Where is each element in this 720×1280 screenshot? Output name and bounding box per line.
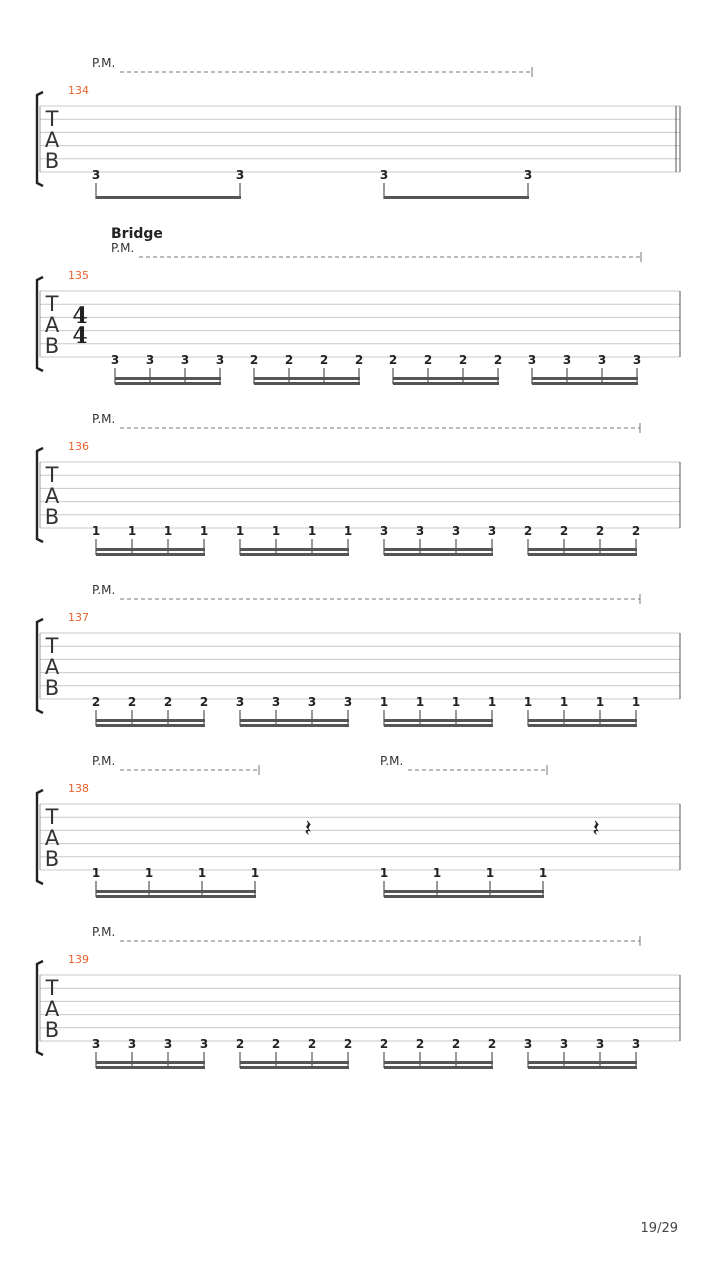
quarter-rest: 𝄽 (592, 814, 600, 842)
fret-number: 1 (144, 866, 154, 880)
fret-number: 3 (595, 1037, 605, 1051)
beam (96, 1066, 205, 1069)
tab-letter: T (45, 292, 59, 316)
section-label: Bridge (111, 226, 163, 242)
tab-letter: A (44, 313, 60, 337)
beam (384, 1061, 493, 1064)
tab-letter: A (44, 655, 60, 679)
fret-number: 3 (145, 353, 155, 367)
tab-letter: A (44, 484, 60, 508)
beam (532, 377, 638, 380)
fret-number: 1 (343, 524, 353, 538)
fret-number: 3 (110, 353, 120, 367)
palm-mute-label: P.M. (380, 754, 404, 768)
tab-letter: A (44, 997, 60, 1021)
fret-number: 3 (379, 524, 389, 538)
beam (240, 1061, 349, 1064)
fret-number: 2 (343, 1037, 353, 1051)
fret-number: 3 (91, 168, 101, 182)
beam (254, 382, 360, 385)
beam (96, 890, 256, 893)
beam (528, 1066, 637, 1069)
fret-number: 1 (485, 866, 495, 880)
tab-letter: B (44, 149, 60, 173)
fret-number: 2 (451, 1037, 461, 1051)
fret-number: 2 (249, 353, 259, 367)
beam (115, 377, 221, 380)
beam (384, 724, 493, 727)
fret-number: 2 (423, 353, 433, 367)
beam (240, 724, 349, 727)
fret-number: 2 (354, 353, 364, 367)
fret-number: 3 (127, 1037, 137, 1051)
tab-letter: B (44, 676, 60, 700)
fret-number: 3 (235, 695, 245, 709)
fret-number: 1 (271, 524, 281, 538)
page-counter: 19/29 (640, 1221, 678, 1236)
beam (96, 548, 205, 551)
fret-number: 2 (458, 353, 468, 367)
fret-number: 1 (379, 866, 389, 880)
fret-number: 2 (235, 1037, 245, 1051)
fret-number: 1 (91, 524, 101, 538)
fret-number: 2 (388, 353, 398, 367)
beam (528, 1061, 637, 1064)
fret-number: 1 (595, 695, 605, 709)
fret-number: 1 (538, 866, 548, 880)
measure-number: 136 (68, 440, 89, 453)
fret-number: 2 (91, 695, 101, 709)
beam (240, 553, 349, 556)
fret-number: 1 (415, 695, 425, 709)
beam (96, 196, 241, 199)
fret-number: 3 (91, 1037, 101, 1051)
fret-number: 1 (250, 866, 260, 880)
beam (528, 719, 637, 722)
tab-letter: T (45, 634, 59, 658)
fret-number: 2 (487, 1037, 497, 1051)
measure-number: 134 (68, 84, 89, 97)
fret-number: 3 (632, 353, 642, 367)
fret-number: 2 (415, 1037, 425, 1051)
fret-number: 3 (180, 353, 190, 367)
tab-letter: T (45, 805, 59, 829)
fret-number: 2 (523, 524, 533, 538)
tab-letter: B (44, 847, 60, 871)
measure-number: 138 (68, 782, 89, 795)
fret-number: 1 (199, 524, 209, 538)
tab-letter: T (45, 107, 59, 131)
fret-number: 2 (595, 524, 605, 538)
palm-mute-label: P.M. (92, 412, 116, 426)
beam (254, 377, 360, 380)
fret-number: 2 (631, 524, 641, 538)
beam (240, 1066, 349, 1069)
fret-number: 3 (562, 353, 572, 367)
fret-number: 1 (91, 866, 101, 880)
fret-number: 3 (235, 168, 245, 182)
fret-number: 1 (163, 524, 173, 538)
tab-letter: A (44, 826, 60, 850)
fret-number: 3 (527, 353, 537, 367)
fret-number: 3 (631, 1037, 641, 1051)
beam (384, 895, 544, 898)
fret-number: 2 (319, 353, 329, 367)
quarter-rest: 𝄽 (304, 814, 312, 842)
fret-number: 3 (415, 524, 425, 538)
tab-letter: T (45, 463, 59, 487)
beam (240, 548, 349, 551)
tab-letter: A (44, 128, 60, 152)
fret-number: 2 (559, 524, 569, 538)
fret-number: 1 (127, 524, 137, 538)
fret-number: 3 (487, 524, 497, 538)
measure-number: 135 (68, 269, 89, 282)
beam (528, 548, 637, 551)
beam (96, 553, 205, 556)
fret-number: 3 (379, 168, 389, 182)
fret-number: 1 (487, 695, 497, 709)
fret-number: 3 (199, 1037, 209, 1051)
tab-letter: T (45, 976, 59, 1000)
time-signature-top: 4 (72, 303, 88, 329)
fret-number: 3 (523, 1037, 533, 1051)
fret-number: 2 (379, 1037, 389, 1051)
fret-number: 2 (284, 353, 294, 367)
beam (96, 719, 205, 722)
fret-number: 1 (197, 866, 207, 880)
fret-number: 3 (523, 168, 533, 182)
beam (384, 1066, 493, 1069)
fret-number: 3 (559, 1037, 569, 1051)
beam (528, 724, 637, 727)
beam (96, 724, 205, 727)
fret-number: 2 (493, 353, 503, 367)
measure-number: 139 (68, 953, 89, 966)
fret-number: 1 (631, 695, 641, 709)
fret-number: 3 (343, 695, 353, 709)
time-signature-bottom: 4 (72, 323, 88, 349)
beam (528, 553, 637, 556)
fret-number: 2 (271, 1037, 281, 1051)
fret-number: 2 (127, 695, 137, 709)
palm-mute-label: P.M. (92, 56, 116, 70)
palm-mute-label: P.M. (92, 754, 116, 768)
beam (240, 719, 349, 722)
fret-number: 3 (271, 695, 281, 709)
beam (115, 382, 221, 385)
fret-number: 1 (307, 524, 317, 538)
fret-number: 2 (199, 695, 209, 709)
beam (393, 377, 499, 380)
beam (96, 1061, 205, 1064)
fret-number: 3 (307, 695, 317, 709)
beam (532, 382, 638, 385)
fret-number: 2 (163, 695, 173, 709)
beam (384, 196, 529, 199)
beam (384, 719, 493, 722)
palm-mute-label: P.M. (92, 583, 116, 597)
measure-number: 137 (68, 611, 89, 624)
fret-number: 3 (215, 353, 225, 367)
tab-letter: B (44, 505, 60, 529)
palm-mute-label: P.M. (111, 241, 135, 255)
fret-number: 1 (379, 695, 389, 709)
fret-number: 1 (235, 524, 245, 538)
fret-number: 2 (307, 1037, 317, 1051)
beam (384, 890, 544, 893)
beam (384, 553, 493, 556)
fret-number: 1 (523, 695, 533, 709)
fret-number: 1 (559, 695, 569, 709)
fret-number: 1 (451, 695, 461, 709)
beam (393, 382, 499, 385)
fret-number: 3 (451, 524, 461, 538)
fret-number: 3 (163, 1037, 173, 1051)
fret-number: 3 (597, 353, 607, 367)
beam (384, 548, 493, 551)
fret-number: 1 (432, 866, 442, 880)
tab-letter: B (44, 334, 60, 358)
beam (96, 895, 256, 898)
tab-letter: B (44, 1018, 60, 1042)
palm-mute-label: P.M. (92, 925, 116, 939)
